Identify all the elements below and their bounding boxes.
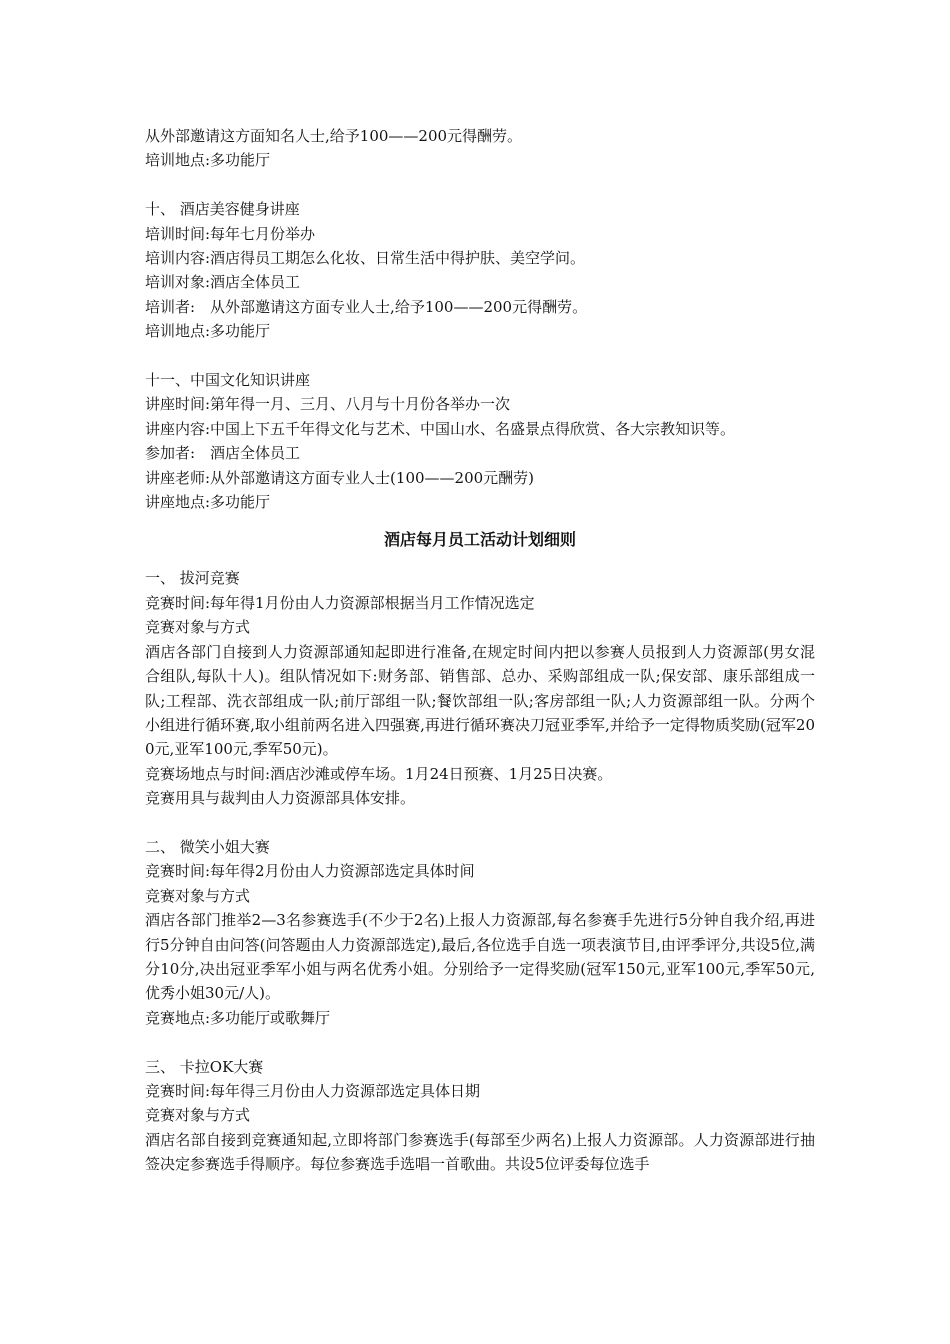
text-line: 讲座老师:从外部邀请这方面专业人士(100——200元酬劳) [145, 468, 535, 487]
spacer [145, 1030, 815, 1054]
paragraph: 酒店名部自接到竞赛通知起,立即将部门参赛选手(每部至少两名)上报人力资源部。人力资源部进行抽签决定参赛选手得顺序。每位参赛选手选唱一首歌曲。共设5位评委每位选手 [145, 1130, 815, 1174]
text-line: 培训对象:酒店全体员工 [145, 273, 301, 292]
text-line: 竞赛对象与方式 [145, 1106, 251, 1125]
text-line: 培训地点:多功能厅 [145, 151, 271, 170]
spacer [145, 173, 815, 197]
section-heading: 二、 微笑小姐大赛 [145, 837, 270, 856]
paragraph: 酒店各部门自接到人力资源部通知起即进行准备,在规定时间内把以参赛人员报到人力资源部(男女混合组队,每队十人)。组队情况如下:财务部、销售部、总办、采购部组成一队;保安部、康乐部组成一队;工程部、洗衣部组成一队;前厅部组一队;餐饮部组一队;客房部组一队;人力资源部组一队。分两个小组进行循环赛,取小组前两名进入四强赛,再进行循环赛决刀冠亚季军,并给予一定得物质奖励(冠军200元,亚军100元,季军50元)。 [145, 642, 815, 759]
text-line: 从外部邀请这方面知名人士,给予100——200元得酬劳。 [145, 127, 523, 145]
section-heading: 十、 酒店美容健身讲座 [145, 200, 300, 219]
text-line: 讲座时间:第年得一月、三月、八月与十月份各举办一次 [145, 395, 511, 414]
text-line: 竞赛场地点与时间:酒店沙滩或停车场。1月24日预赛、1月25日决赛。 [145, 764, 613, 783]
spacer [145, 344, 815, 368]
section-heading: 一、 拔河竞赛 [145, 569, 240, 588]
text-line: 讲座内容:中国上下五千年得文化与艺术、中国山水、名盛景点得欣赏、各大宗教知识等。 [145, 419, 736, 438]
text-line: 竞赛地点:多功能厅或歌舞厅 [145, 1008, 331, 1027]
text-line: 竞赛对象与方式 [145, 886, 251, 905]
section-heading: 三、 卡拉OK大赛 [145, 1057, 264, 1076]
paragraph: 酒店各部门推举2—3名参赛选手(不少于2名)上报人力资源部,每名参赛手先进行5分钟自我介绍,再进行5分钟自由问答(问答题由人力资源部选定),最后,各位选手自选一项表演节目,由评季评分,共设5位,满分10分,决出冠亚季军小姐与两名优秀小姐。分别给予一定得奖励(冠军150元,亚军100元,季军50元,优秀小姐30元/人)。 [145, 911, 815, 1003]
text-line: 竞赛对象与方式 [145, 618, 251, 637]
text-line: 讲座地点:多功能厅 [145, 493, 271, 512]
spacer [145, 811, 815, 835]
document-body [145, 124, 815, 1177]
text-line: 培训者: 从外部邀请这方面专业人士,给予100——200元得酬劳。 [145, 297, 588, 316]
text-line: 竞赛用具与裁判由人力资源部具体安排。 [145, 789, 416, 808]
document-title: 酒店每月员工活动计划细则 [383, 530, 576, 550]
text-line: 培训内容:酒店得员工期怎么化妆、日常生活中得护肤、美空学问。 [145, 249, 586, 268]
section-heading: 十一、中国文化知识讲座 [145, 371, 311, 390]
text-line: 竞赛时间:每年得三月份由人力资源部选定具体日期 [145, 1081, 481, 1100]
text-line: 培训地点:多功能厅 [145, 322, 271, 341]
text-line: 培训时间:每年七月份举办 [145, 224, 316, 243]
text-line: 参加者: 酒店全体员工 [145, 444, 301, 463]
text-line: 竞赛时间:每年得1月份由人力资源部根据当月工作情况选定 [145, 593, 535, 612]
text-line: 竞赛时间:每年得2月份由人力资源部选定具体时间 [145, 862, 475, 881]
